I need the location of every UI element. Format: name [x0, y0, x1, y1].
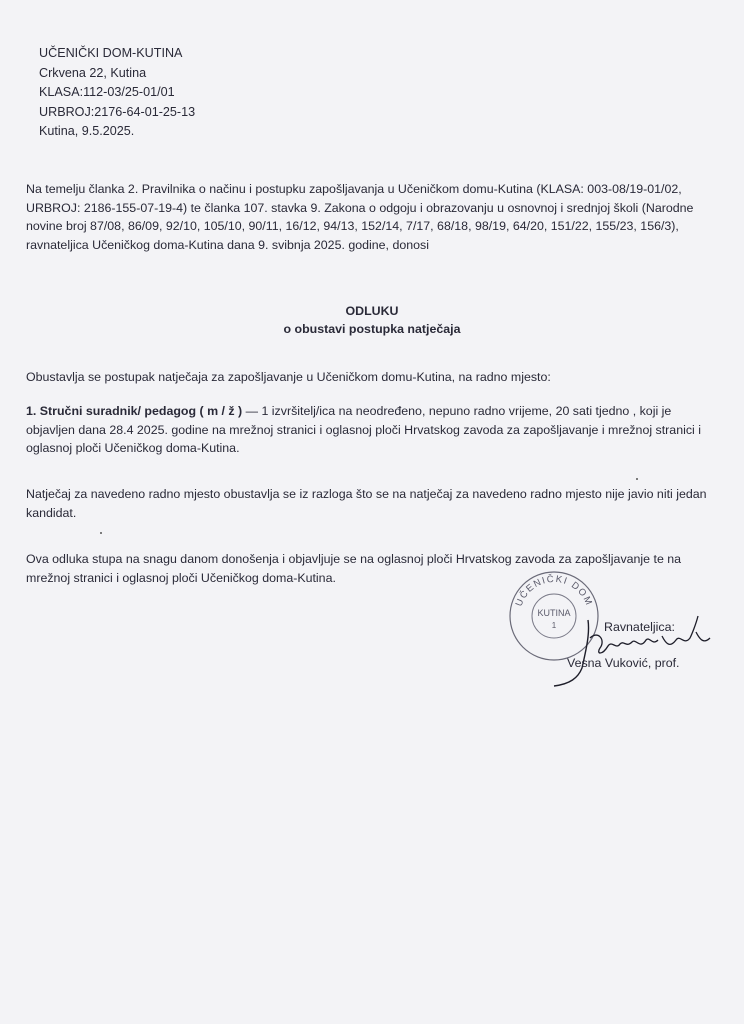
- stamp-number: 1: [551, 621, 557, 630]
- stamp-center-text: KUTINA: [537, 608, 571, 618]
- klasa-number: KLASA:112-03/25-01/01: [39, 85, 175, 100]
- intro-paragraph: Na temelju članka 2. Pravilnika o načinu i postupku zapošljavanja u Učeničkom domu-Kutina (KLASA: 003-08/19-01/02, URBROJ: 2186-155-07-19-4) te članka 107. stavka 9. Zakona o odgoju i obrazovanju u osnovnoj i srednjoj školi (Narodne novine broj 87/08, 86/09, 92/10, 105/10, 90/11, 16/12, 94/13, 152/14, 7/17, 68/18, 98/19, 64/20, 151/22, 155/23, 156/3), ravnateljica Učeničkog doma-Kutina dana 9. svibnja 2025. godine, donosi: [26, 182, 694, 252]
- position-item: [26, 402, 716, 458]
- svg-text:UČENIČKI DOM: [514, 574, 595, 608]
- institution-address: Crkvena 22, Kutina: [39, 65, 147, 80]
- stamp-outer-text: UČENIČKI DOM: [513, 573, 595, 609]
- place-date: Kutina, 9.5.2025.: [39, 124, 135, 139]
- signature-name: Vesna Vuković, prof.: [567, 656, 680, 670]
- scan-speck: [636, 478, 638, 480]
- scan-speck: [100, 532, 102, 534]
- effect-paragraph: Ova odluka stupa na snagu danom donošenja i objavljuje se na oglasnoj ploči Hrvatskog zavoda za zapošljavanje te na mrežnoj stranici i oglasnoj ploči Učeničkog doma-Kutina.: [26, 552, 682, 585]
- decision-subtitle: o obustavi postupka natječaja: [283, 322, 461, 336]
- decision-title: ODLUKU: [345, 304, 399, 318]
- document-header: [39, 44, 195, 142]
- urbroj-number: URBROJ:2176-64-01-25-13: [39, 104, 196, 119]
- signature-role: Ravnateljica:: [604, 620, 675, 634]
- position-text: — 1 izvršitelj/ica na neodređeno, nepuno radno vrijeme, 20 sati tjedno , koji je objavljen dana 28.4 2025. godine na mrežnoj stranici i oglasnoj ploči Hrvatskog zavoda za zapošljavanje i mrežnoj stranici i oglasnoj ploči Učeničkog doma-Kutina.: [26, 404, 701, 456]
- position-heading: 1. Stručni suradnik/ pedagog ( m / ž ): [26, 404, 243, 418]
- reason-paragraph: Natječaj za navedeno radno mjesto obustavlja se iz razloga što se na natječaj za navedeno radno mjesto nije javio niti jedan kandidat.: [26, 487, 707, 520]
- lead-paragraph: Obustavlja se postupak natječaja za zapošljavanje u Učeničkom domu-Kutina, na radno mjesto:: [26, 370, 551, 384]
- institution-name: UČENIČKI DOM-KUTINA: [39, 46, 183, 60]
